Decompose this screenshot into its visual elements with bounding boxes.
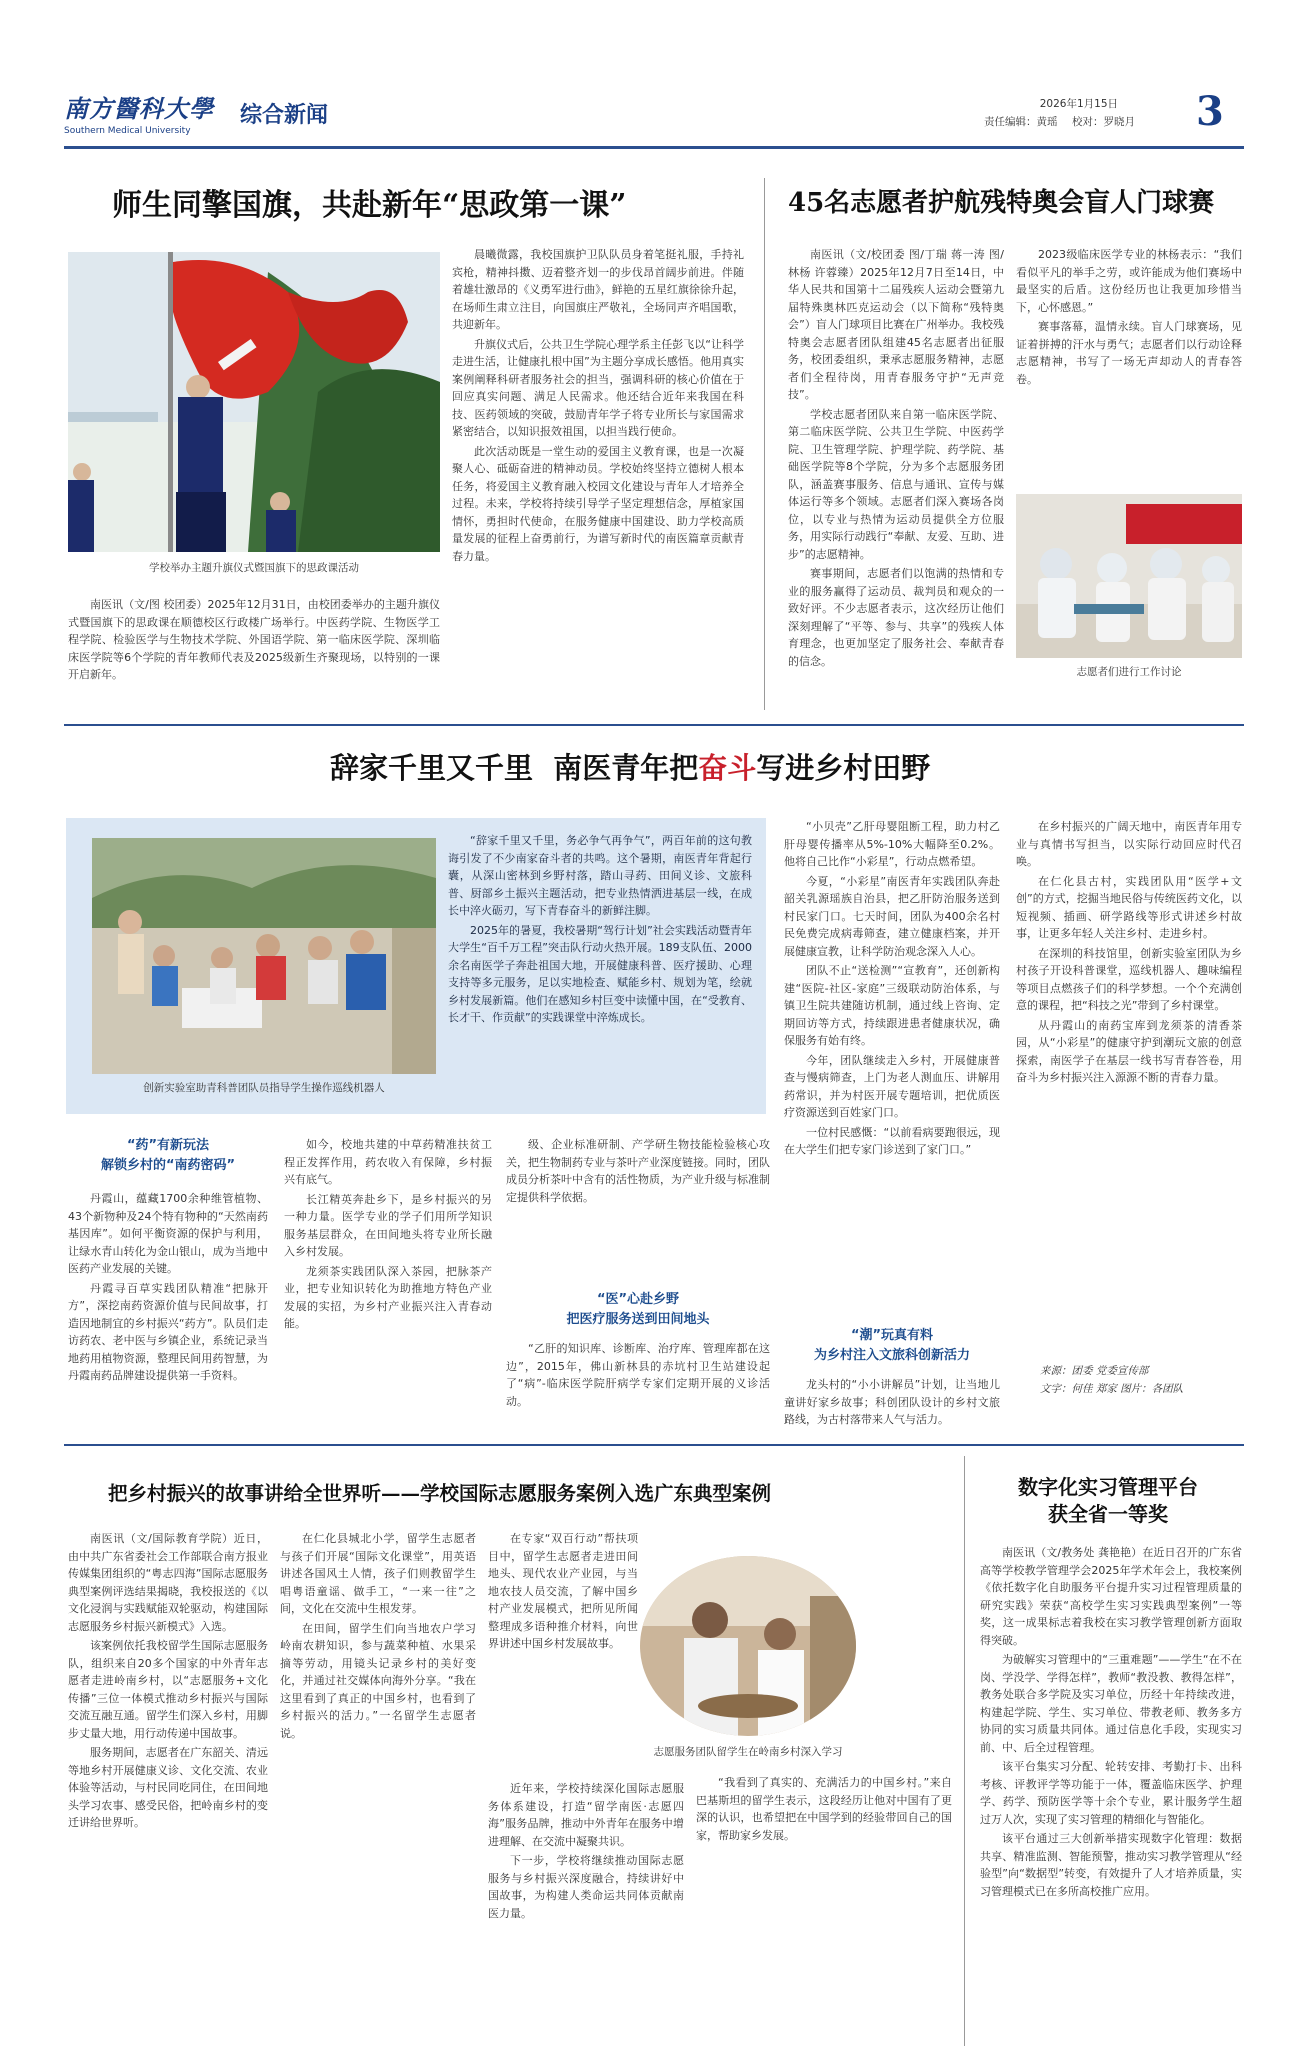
feature-subhead-herbs xyxy=(68,1136,268,1176)
story1-paragraph: 晨曦微露，我校国旗护卫队队员身着笔挺礼服，手持礼宾枪，精神抖擞、迈着整齐划一的步伐昂首阔步前进。伴随着雄壮激昂的《义勇军进行曲》，鲜艳的五星红旗徐徐升起，在场师生肃立注目，向国旗庄严敬礼，全场同声齐唱国歌，共迎新年。 xyxy=(452,248,744,331)
story4-paragraph: 南医讯（文/教务处 龚艳艳）在近日召开的广东省高等学校教学管理学会2025年学术年会上，我校案例《依托数字化自助服务平台提升实习过程管理质量的研究实践》荣获“高校学生实习实践典型案例”一等奖，这一成果标志着我校在实习教学管理创新方面取得突破。 xyxy=(980,1546,1242,1647)
story3-col3b xyxy=(488,1780,684,2042)
masthead-rule xyxy=(64,146,1244,149)
feature-paragraph: 一位村民感慨：“以前看病要跑很远，现在大学生们把专家门诊送到了家门口。” xyxy=(784,1125,1000,1156)
feature-lead-text xyxy=(448,832,752,1104)
feature-col3 xyxy=(506,1136,770,1276)
feature-col2 xyxy=(284,1136,492,1436)
story1-headline: 师生同擎国旗，共赴新年“思政第一课” xyxy=(112,188,627,223)
feature-paragraph: 长江精英奔赴乡下，是乡村振兴的另一种力量。医学专业的学子们用所学知识服务基层群众，在田间地头将专业所长融入乡村发展。 xyxy=(284,1192,492,1258)
university-logo xyxy=(64,94,234,142)
column-divider xyxy=(964,1456,965,2046)
story4-headline xyxy=(974,1474,1242,1528)
story1-caption: 学校举办主题升旗仪式暨国旗下的思政课活动 xyxy=(149,562,359,574)
feature-col1 xyxy=(68,1190,268,1436)
feature-col3b xyxy=(506,1340,770,1436)
section-rule xyxy=(64,1444,1244,1446)
feature-paragraph: 丹霞山，蕴藏1700余种维管植物、43个新物种及24个特有物种的“天然南药基因库”。如何平衡资源的保护与利用，让绿水青山转化为金山银山，成为当地中医药产业发展的关键。 xyxy=(68,1192,268,1275)
story4-body xyxy=(980,1544,1242,2042)
feature-paragraph: 龙头村的“小小讲解员”计划，让当地儿童讲好家乡故事；科创团队设计的乡村文旅路线，为古村落带来人气与活力。 xyxy=(784,1378,1000,1426)
story3-headline: 把乡村振兴的故事讲给全世界听——学校国际志愿服务案例入选广东典型案例 xyxy=(108,1482,772,1505)
story2-headline: 45名志愿者护航残特奥会盲人门球赛 xyxy=(788,188,1215,218)
byline-source: 来源：团委 党委宣传部 xyxy=(1040,1365,1149,1377)
subhead-line: “药”有新玩法 xyxy=(126,1138,210,1153)
feature-col5 xyxy=(1016,818,1242,1338)
story2-body-col2 xyxy=(1016,246,1242,484)
feature-headline-part1: 辞家千里又千里 南医青年把 xyxy=(330,751,699,785)
story4-headline-line: 获全省一等奖 xyxy=(1048,1502,1168,1526)
subhead-line: 把医疗服务送到田间地头 xyxy=(566,1312,710,1327)
story1-body-col2 xyxy=(452,246,744,712)
feature-subhead-culture xyxy=(784,1326,1000,1366)
story3-paragraph: 在仁化县城北小学，留学生志愿者与孩子们开展“国际文化课堂”，用英语讲述各国风土人情，孩子们则教留学生唱粤语童谣、做手工，“一来一往”之间，文化在交流中生根发芽。 xyxy=(280,1532,476,1615)
robot-workshop-photo xyxy=(92,838,436,1074)
subhead-line: “医”心赴乡野 xyxy=(596,1292,680,1307)
section-rule xyxy=(64,724,1244,726)
story1-body xyxy=(68,596,440,710)
feature-paragraph: 龙须茶实践团队深入茶园，把脉茶产业，把专业知识转化为助推地方特色产业发展的实招，为乡村产业振兴注入青春动能。 xyxy=(284,1264,492,1330)
logo-en: Southern Medical University xyxy=(64,126,191,136)
volunteers-photo xyxy=(1016,494,1242,658)
story3-paragraph: 南医讯（文/国际教育学院）近日，由中共广东省委社会工作部联合南方报业传媒集团组织的“粤志四海”国际志愿服务典型案例评选结果揭晓，我校报送的《以文化浸润与实践赋能双轮驱动，构建国际志愿服务乡村振兴新模式》入选。 xyxy=(68,1532,268,1633)
editor-credit: 责任编辑：黄瑶 xyxy=(984,116,1058,128)
feature-byline xyxy=(1040,1362,1240,1398)
subhead-line: 为乡村注入文旅科创新活力 xyxy=(813,1348,970,1363)
subhead-line: 解锁乡村的“南药密码” xyxy=(100,1158,236,1173)
feature-col4b xyxy=(784,1376,1000,1436)
story1-paragraph: 此次活动既是一堂生动的爱国主义教育课，也是一次凝聚人心、砥砺奋进的精神动员。学校始终坚持立德树人根本任务，将爱国主义教育融入校园文化建设与青年人才培养全过程。未来，学校将持续引导学子坚定理想信念，厚植家国情怀，勇担时代使命，在服务健康中国建设、助力学校高质量发展的征程上奋勇前行，为谱写新时代的南医篇章贡献青春力量。 xyxy=(452,444,744,563)
feature-paragraph: “乙肝的知识库、诊断库、治疗库、管理库都在这边”，2015年，佛山新林县的赤坑村卫生站建设起了“病”-临床医学院肝病学专家们定期开展的义诊活动。 xyxy=(506,1342,770,1408)
story3-paragraph: 近年来，学校持续深化国际志愿服务体系建设，打造“留学南医·志愿四海”服务品牌，推动中外青年在服务中增进理解、在交流中凝聚共识。 xyxy=(488,1782,684,1848)
story3-paragraph: 该案例依托我校留学生国际志愿服务队，组织来自20多个国家的中外青年志愿者走进岭南乡村，以“志愿服务+文化传播”三位一体模式推动乡村振兴与国际交流互融互通。留学生们深入乡村，用脚步丈量大地，用行动传递中国故事。 xyxy=(68,1639,268,1740)
story2-body xyxy=(788,246,1004,712)
feature-paragraph: 丹霞寻百草实践团队精准“把脉开方”，深挖南药资源价值与民间故事，打造因地制宜的乡村振兴“药方”。队员们走访药农、老中医与乡镇企业，系统记录当地药用植物资源，整理民间用药智慧，为丹霞南药品牌建设提供第一手资料。 xyxy=(68,1281,268,1382)
feature-subhead-medical xyxy=(506,1290,770,1330)
column-divider xyxy=(764,178,765,710)
international-volunteers-photo xyxy=(640,1556,856,1736)
story4-headline-line: 数字化实习管理平台 xyxy=(1018,1475,1198,1499)
story2-paragraph: 南医讯（文/校团委 图/丁瑞 蒋一涛 图/林杨 许蓉臻）2025年12月7日至14日，中华人民共和国第十二届残疾人运动会暨第九届特殊奥林匹克运动会（以下简称“残特奥会”）盲人门球项目比赛在广州举办。我校残特奥会志愿者团队组建45名志愿者出征服务，校团委组织，秉承志愿服务精神，志愿者们全程待岗，用青春服务守护“无声竞技”。 xyxy=(788,248,1004,401)
logo-cn: 南方醫科大學 xyxy=(64,94,214,123)
feature-paragraph: “小贝壳”乙肝母婴阻断工程，助力村乙肝母婴传播率从5%-10%大幅降至0.2%。他将自己比作“小彩星”，行动点燃希望。 xyxy=(784,820,1000,868)
feature-paragraph: 今年，团队继续走入乡村，开展健康普查与慢病筛查，上门为老人测血压、讲解用药常识，并为村医开展专题培训，把优质医疗资源送到百姓家门口。 xyxy=(784,1053,1000,1119)
story3-col4 xyxy=(696,1774,952,2042)
story4-paragraph: 为破解实习管理中的“三重难题”——学生“在不在岗、学没学、学得怎样”，教师“教没教、教得怎样”，教务处联合多学院及实习单位，历经十年持续改进，构建起学院、学生、实习单位、带教老师、教务多方协同的实习质量共同体。通过信息化手段，实现实习前、中、后全过程管理。 xyxy=(980,1653,1242,1754)
story1-paragraph: 南医讯（文/图 校团委）2025年12月31日，由校团委举办的主题升旗仪式暨国旗下的思政课在顺德校区行政楼广场举行。中医药学院、生物医学工程学院、检验医学与生物技术学院、外国语学院、第一临床医学院、深圳临床医学院等6个学院的青年教师代表及2025级新生齐聚现场，以特别的一课开启新年。 xyxy=(68,598,440,681)
flag-ceremony-photo xyxy=(68,252,440,552)
page-number: 3 xyxy=(1196,88,1224,135)
feature-paragraph: 在深圳的科技馆里，创新实验室团队为乡村孩子开设科普课堂，巡线机器人、趣味编程等项目点燃孩子们的科学梦想。一个个充满创意的课程，把“科技之光”带到了乡村课堂。 xyxy=(1016,946,1242,1012)
feature-lead-paragraph: 2025年的暑夏，我校暑期“驾行计划”社会实践活动暨青年大学生“百千万工程”突击队行动火热开展。189支队伍、2000余名南医学子奔赴祖国大地，开展健康科普、医疗援助、心理支持等多元服务，足以实地检查、赋能乡村、规划为笔，绘就乡村发展新篇。他们在感知乡村巨变中读懂中国，在“受教育、长才干、作贡献”的实践课堂中淬炼成长。 xyxy=(448,923,752,1024)
feature-paragraph: 从丹霞山的南药宝库到龙须茶的清香茶园，从“小彩星”的健康守护到潮玩文旅的创意探索，南医学子在基层一线书写青春答卷，用奋斗为乡村振兴注入源源不断的青春力量。 xyxy=(1016,1018,1242,1084)
feature-lead-paragraph: “辞家千里又千里，务必争气再争气”，两百年前的这句教诲引发了不少南家奋斗者的共鸣。这个暑期，南医青年背起行囊，从深山密林到乡野村落，踏山寻药、田间义诊、文旅科普、厨部乡土振兴主题活动，把专业热情洒进基层一线，在成长中淬火砺刃，写下青春奋斗的新鲜注脚。 xyxy=(448,834,752,917)
feature-paragraph: 如今，校地共建的中草药精准扶贫工程正发挥作用，药农收入有保障，乡村振兴有底气。 xyxy=(284,1138,492,1186)
story4-paragraph: 该平台通过三大创新举措实现数字化管理：数据共享、精准监测、智能预警，推动实习教学管理从“经验型”向“数据型”转变，有效提升了人才培养质量，实习管理模式已在多所高校推广应用。 xyxy=(980,1832,1242,1898)
byline-credits: 文字：何佳 郑家 图片：各团队 xyxy=(1040,1383,1184,1395)
feature-caption: 创新实验室助青科普团队员指导学生操作巡线机器人 xyxy=(143,1082,385,1094)
issue-date: 2026年1月15日 xyxy=(1039,98,1118,110)
story3-col2 xyxy=(280,1530,476,2042)
story2-paragraph: 赛事落幕，温情永续。盲人门球赛场，见证着拼搏的汗水与勇气；志愿者们以行动诠释志愿精神，书写了一场无声却动人的青春答卷。 xyxy=(1016,320,1242,386)
subhead-line: “潮”玩真有料 xyxy=(850,1328,934,1343)
feature-lead-box xyxy=(66,818,766,1114)
story3-paragraph: “我看到了真实的、充满活力的中国乡村。”来自巴基斯坦的留学生表示，这段经历让他对中国有了更深的认识，也希望把在中国学到的经验带回自己的国家，帮助家乡发展。 xyxy=(696,1776,952,1842)
story2-caption: 志愿者们进行工作讨论 xyxy=(1076,666,1182,678)
story3-col3 xyxy=(488,1530,638,1780)
story1-paragraph: 升旗仪式后，公共卫生学院心理学系主任彭飞以“让科学走进生活，让健康扎根中国”为主题分享成长感悟。他用真实案例阐释科研者服务社会的担当，强调科研的核心价值在于回应真实问题、满足人民需求。他还结合近年来我国在科技、医药领域的突破，鼓励青年学子将专业所长与家国需求紧密结合，以知识报效祖国，以担当践行使命。 xyxy=(452,337,744,438)
story2-paragraph: 赛事期间，志愿者们以饱满的热情和专业的服务赢得了运动员、裁判员和观众的一致好评。不少志愿者表示，这次经历让他们深刻理解了“平等、参与、共享”的残疾人体育理念，也更加坚定了服务社会、奉献青春的信念。 xyxy=(788,567,1004,668)
story3-paragraph: 服务期间，志愿者在广东韶关、清远等地乡村开展健康义诊、文化交流、农业体验等活动，与村民同吃同住，在田间地头学习农事、感受民俗，把岭南乡村的变迁讲给世界听。 xyxy=(68,1746,268,1829)
feature-paragraph: 团队不止“送检测”“宣教育”，还创新构建“医院-社区-家庭”三级联动防治体系，与镇卫生院共建随访机制，通过线上咨询、定期回访等方式，持续跟进患者健康状况，确保服务有始有终。 xyxy=(784,964,1000,1047)
feature-headline-emphasis: 奋斗 xyxy=(698,751,757,785)
story2-paragraph: 2023级临床医学专业的林杨表示：“我们看似平凡的举手之劳，或许能成为他们赛场中最坚实的后盾。这份经历也让我更加珍惜当下，心怀感恩。” xyxy=(1016,248,1242,314)
feature-paragraph: 级、企业标准研制、产学研生物技能检验核心攻关，把生物制药专业与茶叶产业深度链接。同时，团队成员分析茶叶中含有的活性物质，为产业升级与标准制定提供科学依据。 xyxy=(506,1138,770,1204)
feature-headline xyxy=(330,746,930,787)
feature-paragraph: 今夏，“小彩星”南医青年实践团队奔赴韶关乳源瑶族自治县，把乙肝防治服务送到村民家门口。七天时间，团队为400余名村民免费完成病毒筛查，建立健康档案，并开展健康宣教，让科学防治观念深入人心。 xyxy=(784,874,1000,958)
feature-paragraph: 在仁化县古村，实践团队用“医学+文创”的方式，挖掘当地民俗与传统医药文化，以短视频、插画、研学路线等形式讲述乡村故事，让更多年轻人关注乡村、走进乡村。 xyxy=(1016,874,1242,940)
section-title: 综合新闻 xyxy=(240,102,329,128)
story3-caption: 志愿服务团队留学生在岭南乡村深入学习 xyxy=(653,1746,843,1758)
feature-headline-part2: 写进乡村田野 xyxy=(756,751,931,785)
story3-paragraph: 下一步，学校将继续推动国际志愿服务与乡村振兴深度融合，持续讲好中国故事，为构建人类命运共同体贡献南医力量。 xyxy=(488,1854,684,1920)
story3-paragraph: 在专家“双百行动”帮扶项目中，留学生志愿者走进田间地头、现代农业产业园，与当地农技人员交流，了解中国乡村产业发展模式，把所见所闻整理成多语种推介材料，向世界讲述中国乡村发展故事。 xyxy=(488,1532,638,1650)
masthead xyxy=(64,88,1244,144)
story4-paragraph: 该平台集实习分配、轮转安排、考勤打卡、出科考核、评教评学等功能于一体，覆盖临床医学、护理学、药学、预防医学等十余个专业，累计服务学生超过万人次，实现了实习管理的精细化与智能化。 xyxy=(980,1760,1242,1826)
proof-credit: 校对：罗晓月 xyxy=(1072,116,1135,128)
story3-paragraph: 在田间，留学生们向当地农户学习岭南农耕知识，参与蔬菜种植、水果采摘等劳动，用镜头记录乡村的美好变化，并通过社交媒体向海外分享。“我在这里看到了真正的中国乡村，也看到了乡村振兴的活力。”一名留学生志愿者说。 xyxy=(280,1621,476,1740)
feature-paragraph: 在乡村振兴的广阔天地中，南医青年用专业与真情书写担当，以实际行动回应时代召唤。 xyxy=(1016,820,1242,868)
story2-paragraph: 学校志愿者团队来自第一临床医学院、第二临床医学院、公共卫生学院、中医药学院、卫生管理学院、护理学院、药学院、基础医学院等8个学院，分为多个志愿服务团队，涵盖赛事服务、信息与通讯、宣传与媒体运行等多个领域。志愿者们深入赛场各岗位，以专业与热情为运动员提供全方位服务，用实际行动践行“奉献、友爱、互助、进步”的志愿精神。 xyxy=(788,407,1004,561)
feature-col4 xyxy=(784,818,1000,1312)
story3-col1 xyxy=(68,1530,268,2042)
